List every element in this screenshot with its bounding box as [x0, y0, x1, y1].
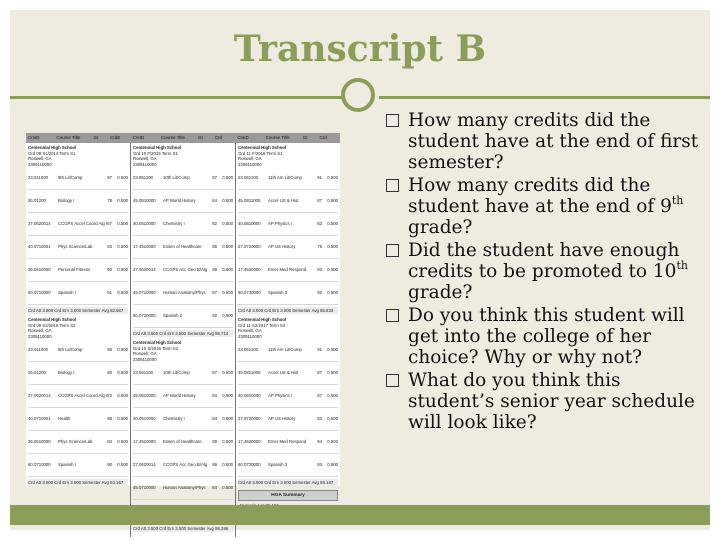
course-row [238, 385, 338, 408]
transcript-header-cell: Course Title [161, 135, 186, 140]
course-code: 36.0510000 [28, 439, 51, 445]
course-code: 40.0710001 [28, 244, 51, 250]
course-credit: 0.500 [222, 290, 233, 296]
course-row [28, 362, 128, 385]
term-header-line: Centennial High School [133, 145, 182, 150]
course-grade: 91 [107, 290, 112, 296]
course-grade: 93 [317, 462, 322, 468]
course-row [28, 282, 128, 305]
course-title: 10th Lit/Comp [163, 370, 190, 376]
course-title: Spanish 2 [163, 313, 183, 319]
course-grade: 89 [212, 267, 217, 273]
course-code: 45.0811000 [238, 198, 261, 204]
course-code: 27.0620014 [28, 393, 51, 399]
course-grade: 84 [212, 393, 217, 399]
term-header-line: Roswell, GA [28, 328, 52, 333]
course-code: 40.0510000 [133, 221, 156, 227]
course-grade: 91 [317, 347, 322, 353]
transcript-header-cell: Gr [302, 135, 308, 140]
transcript-column [26, 143, 131, 537]
course-row [28, 167, 128, 190]
course-row [133, 431, 233, 454]
course-row [133, 305, 233, 328]
course-code: 45.0811000 [238, 370, 261, 376]
course-grade: 91 [317, 175, 322, 181]
course-title: CCGPS Accel Coord Alg I [58, 221, 108, 227]
course-credit: 0.500 [117, 244, 128, 250]
term-header-line: Roswell, GA [133, 351, 157, 356]
transcript-header-cell: Course Title [56, 135, 81, 140]
term-block [133, 145, 233, 337]
term-header-line: Roswell, GA [238, 156, 262, 161]
term-block [28, 145, 128, 314]
course-credit: 0.500 [222, 462, 233, 468]
course-credit: 0.500 [222, 393, 233, 399]
course-credit: 0.500 [327, 244, 338, 250]
course-title: AP Physics I [268, 393, 293, 399]
course-credit: 0.500 [117, 175, 128, 181]
course-title: 11th Am Lit/Comp [268, 175, 302, 181]
course-row [238, 167, 338, 190]
title-rule-left [10, 96, 343, 99]
course-code: 26.01200 [28, 370, 46, 376]
course-row [133, 362, 233, 385]
course-grade: 83 [317, 416, 322, 422]
course-title: AP US History [268, 416, 296, 422]
term-header-line: Centennial High School [238, 317, 287, 322]
course-title: CCGPS Acc Geo B/Alg [163, 462, 208, 468]
question-item [384, 240, 704, 303]
course-credit: 0.500 [222, 370, 233, 376]
course-credit: 0.500 [327, 439, 338, 445]
course-grade: 87 [317, 370, 322, 376]
term-total: Crd Att 3.000 Crd Ern 3.000 Semester Avg 86.833 [238, 307, 338, 314]
course-row [238, 213, 338, 236]
footer-bar [10, 505, 710, 525]
term-header-line: Centennial High School [28, 317, 77, 322]
course-grade: 92 [212, 313, 217, 319]
course-code: 17.4520000 [238, 267, 261, 273]
course-credit: 0.500 [327, 393, 338, 399]
transcript-header-cell: Crd [319, 135, 327, 140]
course-row [28, 385, 128, 408]
course-code: 27.0620014 [133, 462, 156, 468]
course-row [133, 259, 233, 282]
transcript-header-cell: Gr [93, 135, 99, 140]
term-total: Crd Att 3.500 Crd Ern 3.500 Semester Avg 86.714 [133, 330, 233, 337]
course-code: 27.0720000 [238, 244, 261, 250]
course-credit: 0.500 [327, 347, 338, 353]
course-grade: 87 [212, 175, 217, 181]
course-grade: 78 [107, 198, 112, 204]
course-code: 23.051100 [133, 175, 153, 181]
course-credit: 0.500 [117, 370, 128, 376]
course-credit: 0.500 [222, 175, 233, 181]
term-header-line: Grd 11 F/2016 Term S1 [238, 150, 283, 156]
course-row [133, 454, 233, 477]
term-header-line: Centennial High School [28, 145, 77, 150]
question-text: What do you think this student’s senior year schedule will look like? [408, 370, 695, 433]
transcript-header-cell: Gr [198, 135, 204, 140]
transcript-header-row [26, 133, 340, 143]
course-grade: 86 [212, 462, 217, 468]
course-credit: 0.500 [222, 267, 233, 273]
course-grade: 87 [107, 175, 112, 181]
course-code: 60.0720000 [133, 313, 156, 319]
term-block [238, 317, 338, 486]
question-list [384, 110, 704, 435]
question-item [384, 110, 704, 173]
course-credit: 0.500 [117, 347, 128, 353]
course-grade: 84 [107, 439, 112, 445]
course-grade: 87 [317, 198, 322, 204]
question-item [384, 175, 704, 238]
term-header-line: Grd 10 S/2016 Term S2 [133, 345, 179, 351]
course-title: Health [58, 416, 71, 422]
course-code: 23.061100 [238, 175, 258, 181]
course-title: AP Physics I [268, 221, 293, 227]
course-title: Emer Med Respond [268, 267, 307, 273]
course-title: CCGPS Acc Geo B/Alg [163, 267, 208, 273]
course-credit: 0.500 [327, 267, 338, 273]
course-row [28, 431, 128, 454]
course-credit: 0.500 [327, 175, 338, 181]
slide-title: Transcript B [233, 28, 487, 70]
course-title: AP World History [163, 393, 196, 399]
course-grade: 83 [107, 244, 112, 250]
course-title: Emer Med Respond [268, 439, 307, 445]
course-row [28, 408, 128, 431]
course-grade: 90 [107, 267, 112, 273]
course-row [133, 282, 233, 305]
course-credit: 0.500 [327, 462, 338, 468]
transcript-header-cell: Course Title [265, 135, 290, 140]
term-total: Crd Att 3.000 Crd Ern 3.000 Semester Avg 89.167 [238, 479, 338, 486]
course-credit: 0.500 [117, 393, 128, 399]
course-grade: 86 [212, 244, 217, 250]
course-title: Essen of Healthcare [163, 439, 202, 445]
course-title: Human Anatomy/Phys [163, 485, 206, 491]
term-block [28, 317, 128, 486]
course-title: 9th Lit/Comp [58, 347, 83, 353]
course-title: Human Anatomy/Phys [163, 290, 206, 296]
question-item [384, 370, 704, 433]
question-text: Did the student have enough credits to be promoted to 10th grade? [408, 240, 688, 303]
course-row [133, 167, 233, 190]
term-block [238, 145, 338, 314]
term-header-line: 2309110000 [238, 161, 262, 167]
course-grade: 84 [212, 485, 217, 491]
term-header-line: Centennial High School [133, 340, 182, 345]
course-code: 45.0510000 [133, 198, 156, 204]
course-row [238, 236, 338, 259]
course-credit: 0.500 [327, 370, 338, 376]
term-header-line: Grd 10 F/2015 Term S1 [133, 150, 178, 156]
course-title: Spanish I [58, 462, 76, 468]
course-code: 23.011000 [28, 175, 48, 181]
course-grade: 75 [317, 244, 322, 250]
course-grade: 92 [317, 290, 322, 296]
course-row [28, 190, 128, 213]
course-grade: 87 [212, 290, 217, 296]
course-code: 60.0730000 [238, 290, 261, 296]
course-code: 23.011000 [28, 347, 48, 353]
gpa-summary-header: HOA Summary [238, 490, 338, 501]
ordinal-suffix: th [671, 194, 684, 207]
course-code: 60.0730000 [238, 462, 261, 468]
course-title: CCGPS Accel Coord Alg II [58, 393, 109, 399]
course-code: 17.4510000 [133, 244, 156, 250]
course-code: 45.0510000 [133, 393, 156, 399]
course-grade: 94 [317, 439, 322, 445]
course-code: 40.0510000 [133, 416, 156, 422]
course-grade: 85 [107, 347, 112, 353]
term-total: Crd Att 3.000 Crd Ern 3.000 Semester Avg 82.667 [28, 307, 128, 314]
course-code: 45.0710000 [133, 485, 156, 491]
course-credit: 0.500 [117, 198, 128, 204]
course-grade: 82 [212, 221, 217, 227]
course-row [238, 362, 338, 385]
course-code: 40.0710001 [28, 416, 51, 422]
course-row [133, 408, 233, 431]
course-grade: 89 [212, 439, 217, 445]
course-credit: 0.500 [222, 416, 233, 422]
course-title: Biology I [58, 370, 75, 376]
course-title: Spanish I [58, 290, 76, 296]
course-row [133, 213, 233, 236]
course-row [28, 339, 128, 362]
course-row [28, 213, 128, 236]
course-code: 60.0710000 [28, 462, 51, 468]
checkbox-bullet-icon [386, 179, 399, 192]
course-title: Spanish 3 [268, 290, 288, 296]
course-code: 17.4520000 [238, 439, 261, 445]
course-grade: 84 [212, 198, 217, 204]
course-row [133, 477, 233, 500]
term-header-line: Grd 11 S2/2017 Term S2 [238, 322, 286, 328]
course-row [238, 454, 338, 477]
transcript-image [26, 133, 340, 531]
course-grade: 93 [317, 267, 322, 273]
course-code: 45.0710000 [133, 290, 156, 296]
course-code: 27.0720000 [238, 416, 261, 422]
course-grade: 67 [107, 221, 112, 227]
term-header-line: Grd 09 S2/2015 Term S2 [28, 322, 76, 328]
term-header-line: 2309110000 [133, 161, 157, 167]
term-header-line: Roswell, GA [238, 328, 262, 333]
course-title: Phys Science/Lab [58, 244, 93, 250]
course-title: Biology I [58, 198, 75, 204]
course-code: 27.0620014 [133, 267, 156, 273]
course-credit: 0.500 [222, 439, 233, 445]
term-header-line: 2309110000 [28, 333, 52, 339]
checkbox-bullet-icon [386, 244, 399, 257]
course-row [133, 236, 233, 259]
course-title: Personal Fitness [58, 267, 91, 273]
term-header-line: Centennial High School [238, 145, 287, 150]
course-row [28, 454, 128, 477]
question-text: How many credits did the student have at the end of 9th grade? [408, 175, 684, 238]
term-total: Crd Att 3.000 Crd Ern 3.000 Semester Avg 83.167 [28, 479, 128, 486]
course-grade: 83 [317, 221, 322, 227]
course-title: Accel US & Hist [268, 370, 299, 376]
course-grade: 80 [107, 370, 112, 376]
course-code: 17.4510000 [133, 439, 156, 445]
transcript-header-cell: CrsID [28, 135, 40, 140]
term-header-line: 2309110000 [28, 161, 52, 167]
question-text: Do you think this student will get into the college of her choice? Why or why not? [408, 305, 685, 368]
term-header-line: 2309110000 [238, 333, 262, 339]
course-credit: 0.500 [222, 198, 233, 204]
course-title: Phys Science/Lab [58, 439, 93, 445]
term-block [133, 340, 233, 532]
course-grade: 90 [107, 462, 112, 468]
course-title: Chemistry I [163, 221, 185, 227]
course-title: 11th Am Lit/Comp [268, 347, 302, 353]
course-credit: 0.500 [117, 416, 128, 422]
course-grade: 87 [212, 370, 217, 376]
course-title: AP US History [268, 244, 296, 250]
transcript-column [236, 143, 340, 537]
course-credit: 0.500 [222, 485, 233, 491]
course-title: 10th Lit/Comp [163, 175, 190, 181]
title-rule-right [379, 96, 710, 99]
transcript-header-cell: Crd [214, 135, 223, 140]
course-code: 26.01200 [28, 198, 46, 204]
course-title: 9th Lit/Comp [58, 175, 83, 181]
term-header-line: Roswell, GA [133, 156, 157, 161]
course-grade: 72 [107, 393, 112, 399]
term-header-line: Roswell, GA [28, 156, 52, 161]
term-header-line: Grd 09 S1/2014 Term S1 [28, 150, 76, 156]
course-title: AP World History [163, 198, 196, 204]
course-code: 23.061100 [238, 347, 258, 353]
course-credit: 0.500 [327, 290, 338, 296]
course-grade: 88 [107, 416, 112, 422]
course-credit: 0.500 [117, 290, 128, 296]
transcript-body [26, 143, 340, 537]
course-row [238, 339, 338, 362]
course-title: Accel US & Hist [268, 198, 299, 204]
title-ring-ornament [341, 78, 375, 112]
transcript-header-cell: CrsID [132, 135, 145, 140]
course-credit: 0.500 [327, 221, 338, 227]
course-credit: 0.500 [327, 416, 338, 422]
term-total: Crd Att 3.500 Crd Ern 3.500 Semester Avg 86.286 [133, 525, 233, 532]
course-row [238, 408, 338, 431]
ordinal-suffix: th [676, 259, 688, 272]
course-row [133, 190, 233, 213]
course-credit: 0.500 [117, 439, 128, 445]
course-row [238, 259, 338, 282]
course-row [238, 282, 338, 305]
course-credit: 0.500 [222, 313, 233, 319]
course-code: 60.0710000 [28, 290, 51, 296]
course-code: 27.0620014 [28, 221, 51, 227]
course-code: 40.0810000 [238, 221, 261, 227]
course-title: Chemistry I [163, 416, 185, 422]
course-credit: 0.500 [222, 244, 233, 250]
course-code: 36.0510000 [28, 267, 51, 273]
term-header-line: 2309110000 [133, 356, 157, 362]
course-credit: 0.500 [117, 462, 128, 468]
course-grade: 87 [317, 393, 322, 399]
course-credit: 0.500 [222, 221, 233, 227]
course-credit: 0.500 [117, 267, 128, 273]
transcript-header-cell: CrdE [110, 135, 121, 140]
checkbox-bullet-icon [386, 309, 399, 322]
question-text: How many credits did the student have at the end of first semester? [408, 110, 699, 173]
course-grade: 84 [212, 416, 217, 422]
course-row [28, 236, 128, 259]
course-title: Spanish 3 [268, 462, 288, 468]
checkbox-bullet-icon [386, 374, 399, 387]
course-credit: 0.500 [327, 198, 338, 204]
question-item [384, 305, 704, 368]
transcript-column [131, 143, 236, 537]
course-row [238, 431, 338, 454]
checkbox-bullet-icon [386, 114, 399, 127]
course-title: Essen of Healthcare [163, 244, 202, 250]
course-code: 40.0810000 [238, 393, 261, 399]
course-row [238, 190, 338, 213]
transcript-header-cell: CrsID [237, 135, 249, 140]
course-credit: 0.500 [117, 221, 128, 227]
course-row [28, 259, 128, 282]
course-code: 23.051100 [133, 370, 153, 376]
course-row [133, 385, 233, 408]
